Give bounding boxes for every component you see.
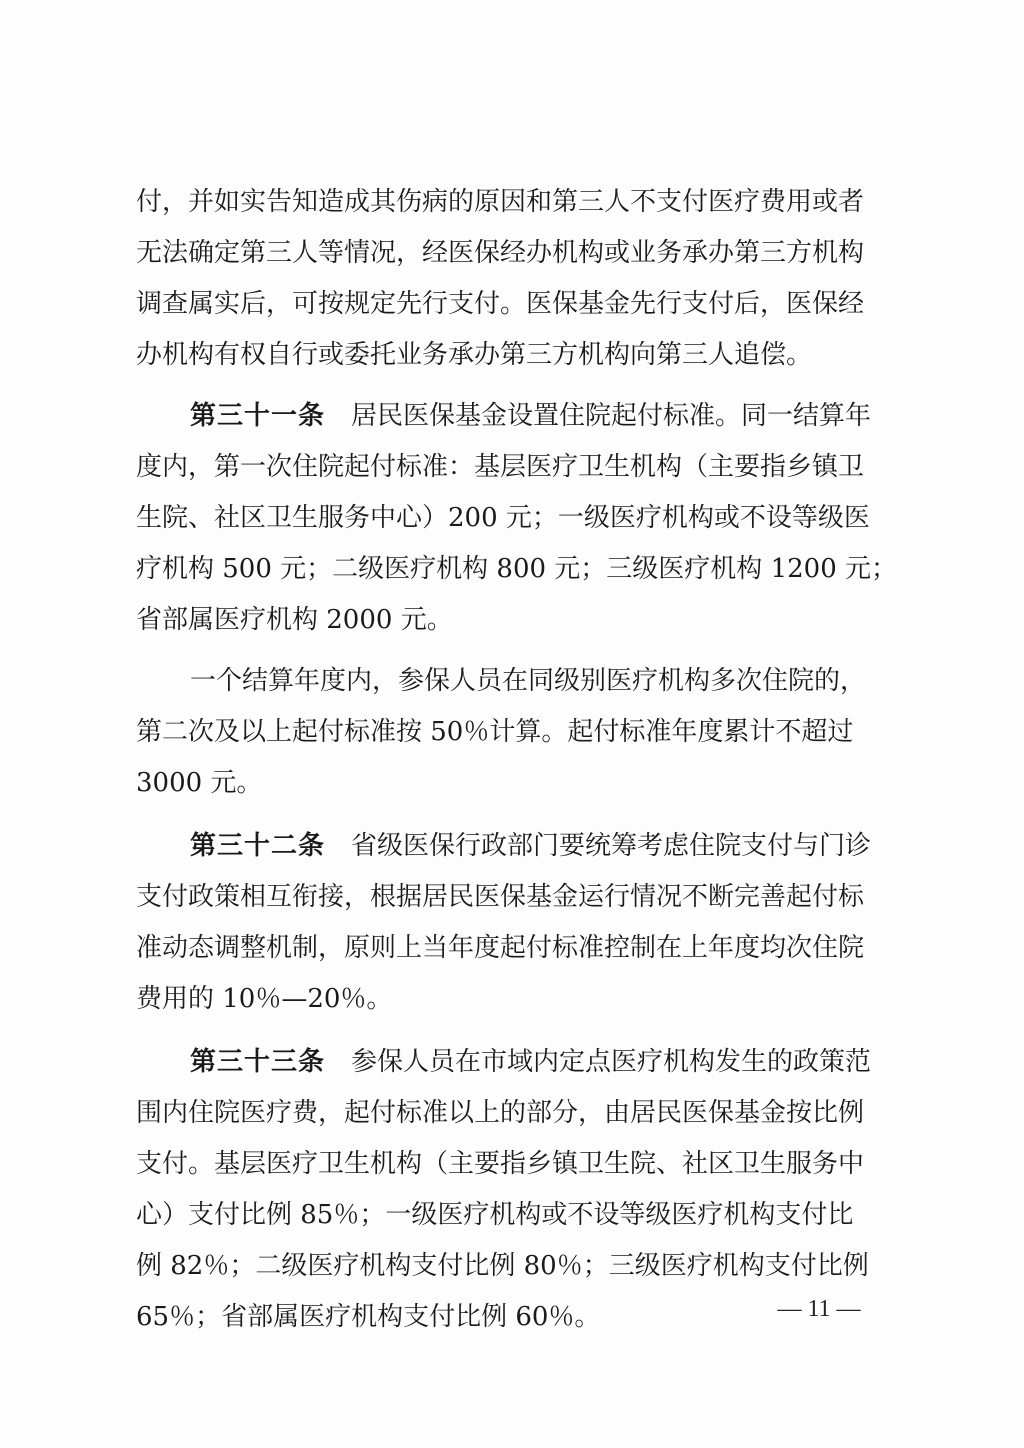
text-line: 一个结算年度内，参保人员在同级别医疗机构多次住院的，	[190, 666, 867, 696]
text-line: 度内，第一次住院起付标准：基层医疗卫生机构（主要指乡镇卫	[136, 452, 865, 482]
text-line: 3000 元。	[136, 768, 263, 798]
text-line: 疗机构 500 元；二级医疗机构 800 元；三级医疗机构 1200 元；	[136, 554, 898, 584]
text-line: 生院、社区卫生服务中心）200 元；一级医疗机构或不设等级医	[136, 503, 870, 533]
text-line: 例 82％；二级医疗机构支付比例 80％；三级医疗机构支付比例	[136, 1251, 869, 1281]
article-32-first-line	[136, 821, 892, 872]
article-33-label: 第三十三条	[190, 1047, 326, 1077]
text-line: 无法确定第三人等情况，经医保经办机构或业务承办第三方机构	[136, 238, 865, 268]
text-line: 省部属医疗机构 2000 元。	[136, 605, 453, 635]
text-line: 65％；省部属医疗机构支付比例 60％。	[136, 1302, 601, 1332]
article-31-paragraph	[136, 391, 898, 646]
document-body	[136, 177, 898, 1343]
article-31-first-line	[136, 391, 892, 442]
article-32-label: 第三十二条	[190, 831, 326, 861]
paragraph-continuation	[136, 177, 892, 381]
text-line: 办机构有权自行或委托业务承办第三方机构向第三人追偿。	[136, 340, 813, 370]
text-line: 费用的 10％—20％。	[136, 984, 393, 1014]
article-31-label: 第三十一条	[190, 401, 326, 431]
article-32-paragraph	[136, 821, 892, 1025]
text-line: 第二次及以上起付标准按 50％计算。起付标准年度累计不超过	[136, 717, 854, 747]
text-line: 参保人员在市域内定点医疗机构发生的政策范	[351, 1047, 872, 1077]
article-33-first-line	[136, 1037, 892, 1088]
text-line: 支付。基层医疗卫生机构（主要指乡镇卫生院、社区卫生服务中	[136, 1149, 865, 1179]
text-line: 支付政策相互衔接，根据居民医保基金运行情况不断完善起付标	[136, 882, 865, 912]
text-line: 围内住院医疗费，起付标准以上的部分，由居民医保基金按比例	[136, 1098, 865, 1128]
paragraph-deductible-repeat	[136, 656, 892, 809]
text-line: 心）支付比例 85％；一级医疗机构或不设等级医疗机构支付比	[136, 1200, 854, 1230]
text-line: 准动态调整机制，原则上当年度起付标准控制在上年度均次住院	[136, 933, 865, 963]
text-line: 居民医保基金设置住院起付标准。同一结算年	[351, 401, 872, 431]
page-number: — 11 —	[777, 1296, 861, 1322]
text-line: 省级医保行政部门要统筹考虑住院支付与门诊	[351, 831, 872, 861]
text-line: 调查属实后，可按规定先行支付。医保基金先行支付后，医保经	[136, 289, 865, 319]
text-line: 付，并如实告知造成其伤病的原因和第三人不支付医疗费用或者	[136, 187, 865, 217]
